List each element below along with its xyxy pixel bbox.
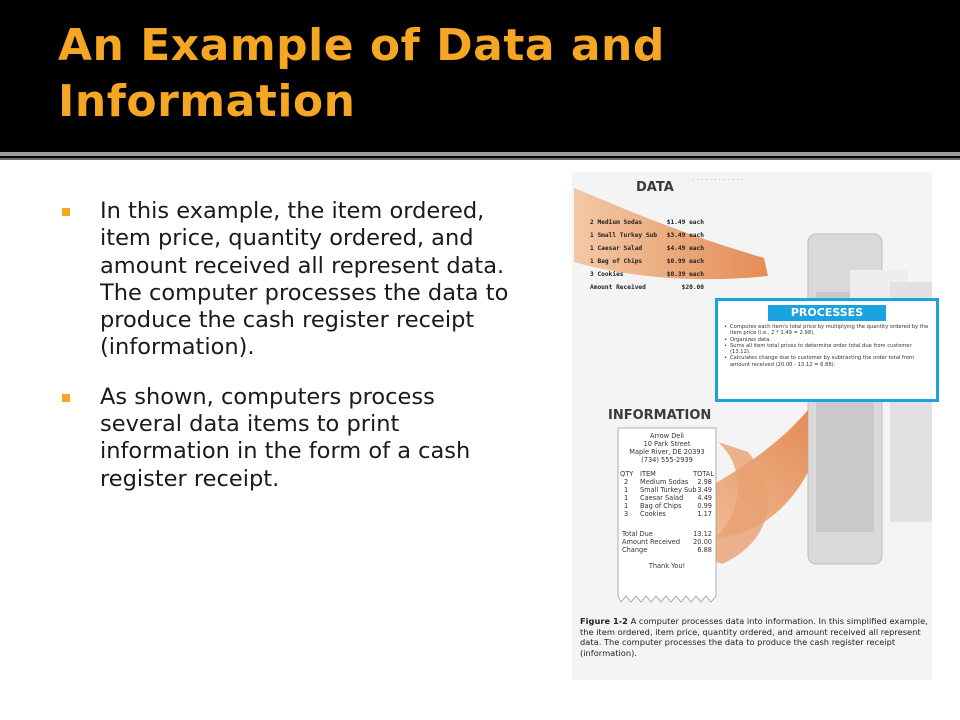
dot-icon: • xyxy=(724,355,728,362)
receipt-line-total: 0.99 xyxy=(697,502,712,510)
receipt-line-item: Small Turkey Sub xyxy=(640,486,697,494)
receipt-city: Maple River, DE 20393 xyxy=(629,448,705,456)
receipt-total-value: 20.00 xyxy=(693,538,712,546)
receipt-total-label: Change xyxy=(622,546,648,554)
title-bar xyxy=(0,0,960,152)
receipt-total-label: Amount Received xyxy=(622,538,681,546)
receipt-header-total: TOTAL xyxy=(693,470,714,478)
figure-caption xyxy=(580,616,928,658)
bullet-item xyxy=(62,384,522,493)
bullet-item xyxy=(62,198,522,362)
figure-caption-text: A computer processes data into information. In this simplified example, the item ordered, item price, quantity ordered, and amount received all represent data. The computer processes the data to produce the cash register receipt (information). xyxy=(580,616,928,658)
slide-title: An Example of Data and Information xyxy=(58,20,665,127)
square-bullet-icon xyxy=(62,208,70,216)
receipt-line-item: Bag of Chips xyxy=(640,502,682,510)
receipt-line-total: 3.49 xyxy=(697,486,712,494)
receipt-header-item: ITEM xyxy=(640,470,656,478)
receipt-line-total: 1.17 xyxy=(697,510,712,518)
data-row: 1 Bag of Chips $0.99 each xyxy=(590,258,704,265)
square-bullet-icon xyxy=(62,394,70,402)
process-step: • Sums all item total prices to determine order total due from customer (13.12). xyxy=(724,342,912,356)
figure-top-note: . . . . . . . . . . . . xyxy=(692,174,744,182)
receipt-line-qty: 1 xyxy=(624,494,629,502)
title-divider xyxy=(0,152,960,156)
processes-list xyxy=(724,324,930,368)
receipt-line-qty: 3 xyxy=(624,510,629,518)
receipt-thanks: Thank You! xyxy=(648,562,686,570)
data-row: 1 Small Turkey Sub $3.49 each xyxy=(590,232,704,239)
receipt-total-value: 6.88 xyxy=(697,546,712,554)
process-step: • Organizes data. xyxy=(724,336,771,343)
receipt-line-qty: 1 xyxy=(624,502,629,510)
receipt-line-qty: 1 xyxy=(624,486,629,494)
slide-content xyxy=(0,160,960,720)
receipt-line-item: Caesar Salad xyxy=(640,494,684,502)
processes-heading: PROCESSES xyxy=(768,305,886,321)
process-step: • Computes each item's total price by multiplying the quantity ordered by the item price (i.e., 2 * 1.49 = 2.98). xyxy=(724,324,929,337)
dot-icon: • xyxy=(724,342,728,349)
bullet-list xyxy=(62,198,522,515)
receipt-line-total: 4.49 xyxy=(697,494,712,502)
receipt-total-value: 13.12 xyxy=(693,530,712,538)
cash-register-receipt xyxy=(616,426,718,606)
figure-data-to-information xyxy=(572,172,932,680)
data-row: Amount Received $20.00 xyxy=(590,284,704,291)
receipt-line-total: 2.98 xyxy=(697,478,712,486)
dot-icon: • xyxy=(724,324,728,330)
data-heading: DATA xyxy=(636,180,674,195)
receipt-line-item: Medium Sodas xyxy=(640,478,689,486)
receipt-line-qty: 2 xyxy=(624,478,629,486)
dot-icon: • xyxy=(724,336,728,343)
receipt-total-label: Total Due xyxy=(622,530,653,538)
receipt-store-name: Arrow Deli xyxy=(650,432,684,440)
figure-caption-label: Figure 1-2 xyxy=(580,616,628,626)
receipt-header-qty: QTY xyxy=(620,470,634,478)
data-row: 3 Cookies $0.39 each xyxy=(590,271,704,278)
processes-box xyxy=(715,298,939,402)
bullet-text: As shown, computers process several data items to print information in the form of a cash register receipt. xyxy=(100,383,471,492)
bullet-text: In this example, the item ordered, item price, quantity ordered, and amount received all represent data. The computer processes the data to produce the cash register receipt (information). xyxy=(100,198,509,361)
receipt-street: 10 Park Street xyxy=(643,440,691,448)
receipt-line-item: Cookies xyxy=(640,510,666,518)
process-step: • Calculates change due to customer by subtracting the order total from amount received (20.00 - 13.12 = 6.88). xyxy=(724,355,915,368)
receipt-phone: (734) 555-2939 xyxy=(641,456,693,464)
data-row: 2 Medium Sodas $1.49 each xyxy=(590,219,704,226)
data-table xyxy=(590,216,704,294)
data-row: 1 Caesar Salad $4.49 each xyxy=(590,245,704,252)
information-heading: INFORMATION xyxy=(608,408,712,423)
